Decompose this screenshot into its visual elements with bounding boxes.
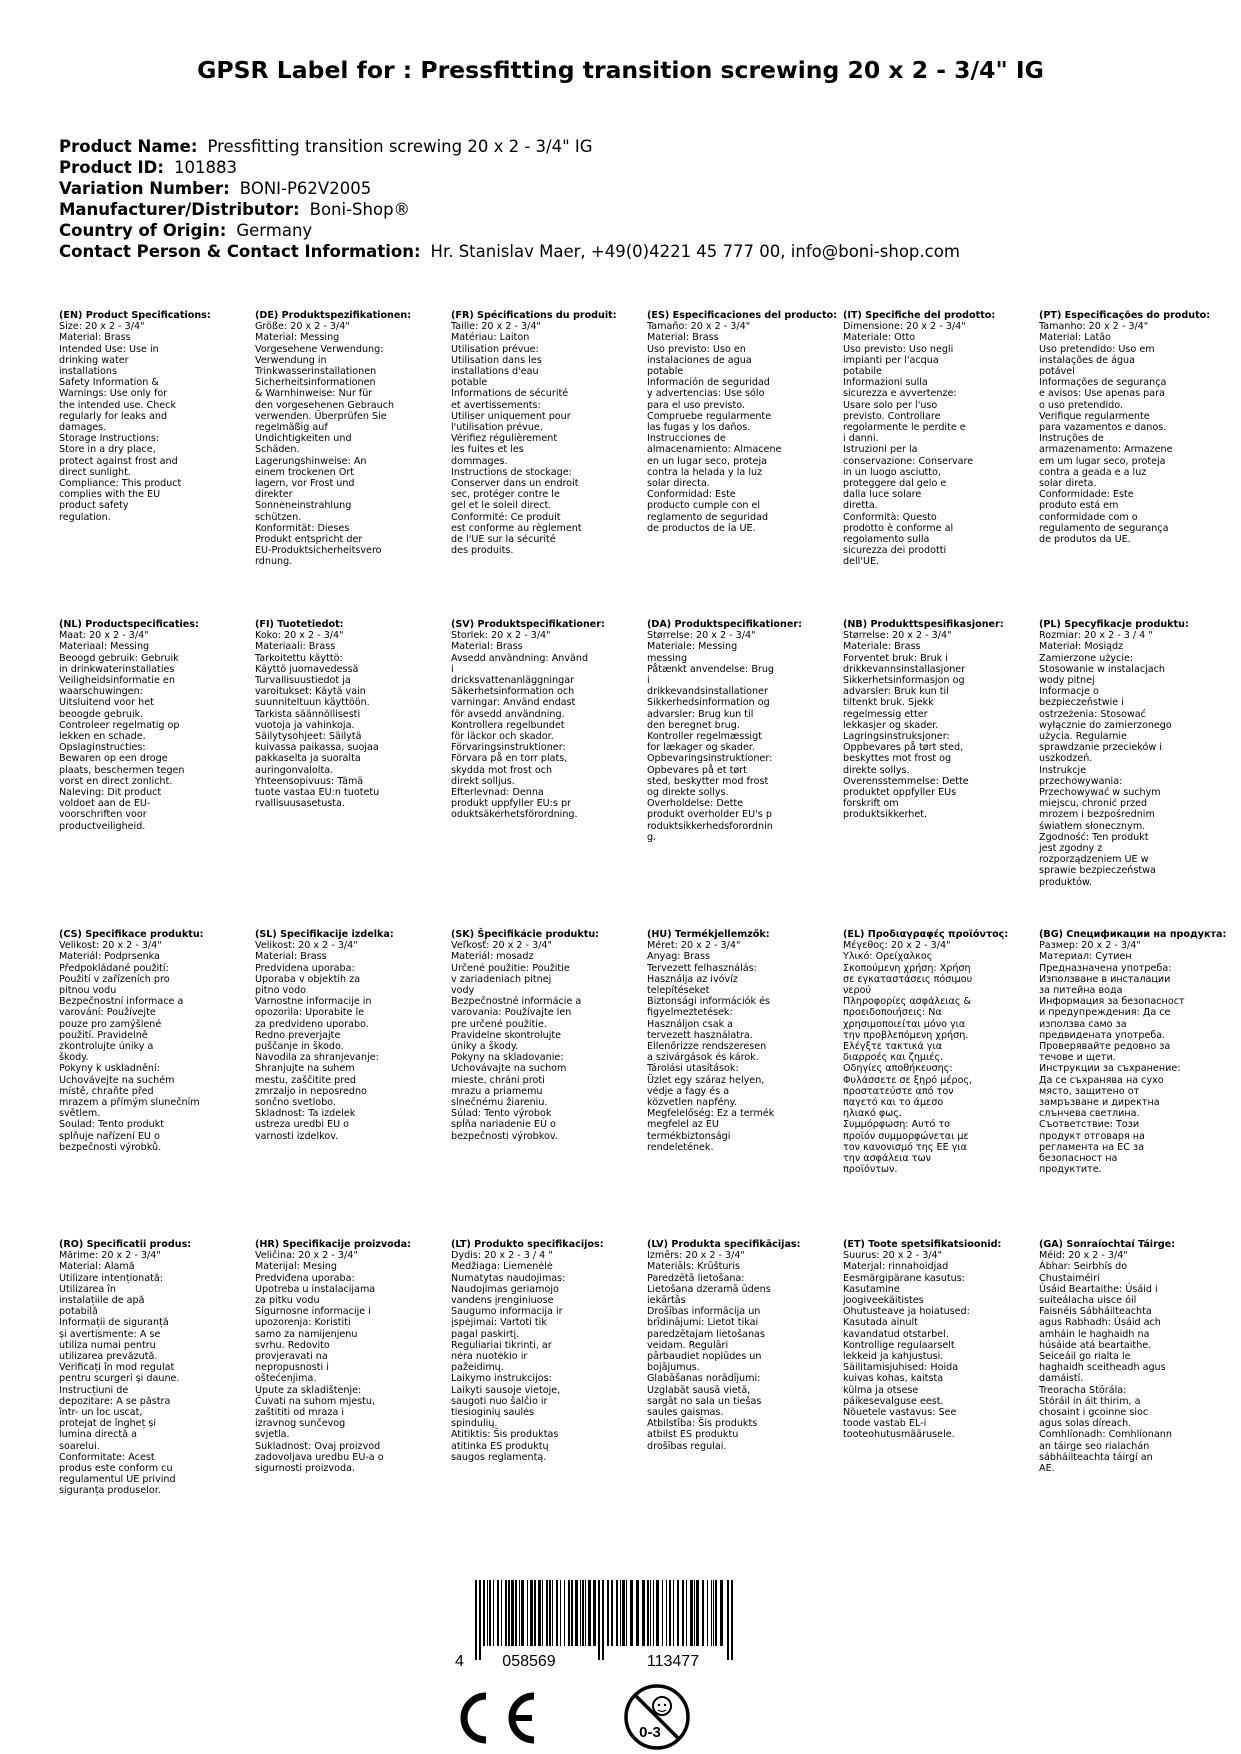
spec-block-cs (59, 929, 249, 1153)
barcode-left-group: 058569 (502, 1653, 556, 1670)
manufacturer-label: Manufacturer/Distributor: (59, 200, 300, 219)
spec-text: Méid: 20 x 2 - 3/4" Ábhar: Seirbhís do Chustaiméirí Úsáid Beartaithe: Úsáid i suiteálacha uisce óil Faisnéis Sábháilteachta agus Rabhadh: Úsáid ach amháin le haghaidh na húsáide atá beartaithe. Seiceáil go rialta le haghaidh sceitheadh agus damáistí. Treoracha Stórála: Stóráil in áit thirim, a chosaint i gcoinne sioc agus solas díreach. Comhlíonadh: Comhlíonann an táirge seo rialachán sábháilteachta táirgí an AE. (1039, 1250, 1172, 1475)
barcode-bar (538, 1580, 541, 1646)
spec-heading: (CS) Specifikace produktu: (59, 929, 204, 940)
product-info (59, 136, 960, 262)
spec-block-el (843, 929, 1033, 1175)
page-title: GPSR Label for : Pressfitting transition screwing 20 x 2 - 3/4" IG (197, 56, 1044, 84)
barcode-bar (505, 1580, 507, 1646)
barcode-bar (677, 1580, 679, 1646)
spec-block-sl (255, 929, 445, 1142)
spec-heading: (SV) Produktspecifikationer: (451, 619, 605, 630)
barcode-bar (720, 1580, 723, 1646)
barcode-bar (702, 1580, 704, 1646)
spec-block-pt (1039, 310, 1229, 545)
spec-heading: (FI) Tuotetiedot: (255, 619, 344, 630)
barcode-bar (673, 1580, 674, 1646)
spec-text: Rozmiar: 20 x 2 - 3 / 4 " Materiał: Mosiądz Zamierzone użycie: Stosowanie w instalacjach wody pitnej Informacje o bezpieczeństwie i ostrzeżenia: Stosować wyłącznie do zamierzonego użycia. Regularnie sprawdzanie przecieków i uszkodzeń. Instrukcje przechowywania: Przechowywać w suchym miejscu, chronić przed mrozem i bezpośrednim światłem słonecznym. Zgodność: Ten produkt jest zgodny z rozporządzeniem UE w sprawie bezpieczeństwa produktów. (1039, 630, 1172, 888)
barcode-bar (727, 1580, 729, 1660)
spec-text: Storlek: 20 x 2 - 3/4" Material: Brass Avsedd användning: Använd i dricksvattenanläggningar Säkerhetsinformation och varningar: Använd endast för avsedd användning. Kontrollera regelbundet för läckor och skador. Förvaringsinstruktioner: Förvara på en torr plats, skydda mot frost och direkt solljus. Efterlevnad: Denna produkt uppfyller EU:s pr oduktsäkerhetsförordning. (451, 630, 589, 821)
barcode-bar (707, 1580, 708, 1646)
spec-text: Izmērs: 20 x 2 - 3/4" Materiāls: Krūšturis Paredzētā lietošana: Lietošana dzeramā ūdens iekārtās Drošības informācija un brīdinājumi: Lietot tikai paredzētajam lietošanas veidam. Regulāri pārbaudiet noplūdes un bojājumus. Glabāšanas norādījumi: Uzglabāt sausā vietā, sargāt no sala un tiešas saules gaismas. Atbilstība: Šis produkts atbilst ES produktu drošības regulai. (647, 1250, 771, 1452)
product-name-value: Pressfitting transition screwing 20 x 2 - 3/4" IG (207, 137, 593, 156)
spec-text: Tamanho: 20 x 2 - 3/4" Material: Latão Uso pretendido: Uso em instalações de água potável Informações de segurança e avisos: Use apenas para o uso pretendido. Verifique regularmente para vazamentos e danos. Instruções de armazenamento: Armazene em um lugar seco, proteja contra a geada e a luz solar direta. Conformidade: Este produto está em conformidade com o regulamento de segurança de produtos da UE. (1039, 321, 1173, 546)
barcode-first-digit: 4 (455, 1653, 464, 1670)
spec-block-en (59, 310, 249, 523)
product-name-row (59, 136, 960, 157)
barcode-bar (647, 1580, 649, 1646)
barcode-bar (713, 1580, 714, 1646)
barcode-bar (575, 1580, 578, 1646)
spec-heading: (DE) Produktspezifikationen: (255, 310, 412, 321)
spec-text: Размер: 20 x 2 - 3/4" Материал: Сутиен Предназначена употреба: Използване в инсталации за питейна вода Информация за безопасност и предупреждения: Да се използва само за предвидената употреба. Проверявайте редовно за течове и щети. Инструкции за съхранение: Да се съхранява на сухо място, защитено от замръзване и директна слънчева светлина. Съответствие: Този продукт отговаря на регламента на ЕС за безопасност на продуктите. (1039, 940, 1185, 1176)
spec-text: Mărime: 20 x 2 - 3/4" Material: Alamă Utilizare intenționată: Utilizarea în instalațiile de apă potabilă Informații de siguranță și avertismente: A se utiliza numai pentru utilizarea prevăzută. Verificați în mod regulat pentru scurgeri și daune. Instrucțiuni de depozitare: A se păstra într- un loc uscat, protejat de îngheț și lumina directă a soarelui. Conformitate: Acest produs este conform cu regulamentul UE privind siguranța produselor. (59, 1250, 180, 1497)
barcode-bar (593, 1580, 596, 1646)
age-warning-0-3-icon (622, 1682, 692, 1752)
spec-heading: (PL) Specyfikacje produktu: (1039, 619, 1189, 630)
contact-row (59, 241, 960, 262)
spec-block-ro (59, 1239, 249, 1497)
barcode-bar (611, 1580, 613, 1646)
product-name-label: Product Name: (59, 137, 198, 156)
barcode-bar (669, 1580, 671, 1646)
variation-number-row (59, 178, 960, 199)
spec-block-fr (451, 310, 641, 556)
spec-text: Maat: 20 x 2 - 3/4" Materiaal: Messing Beoogd gebruik: Gebruik in drinkwaterinstallaties Veiligheidsinformatie en waarschuwingen: Uitsluitend voor het beoogde gebruik. Controleer regelmatig op lekken en schade. Opslaginstructies: Bewaren op een droge plaats, beschermen tegen vorst en direct zonlicht. Naleving: Dit product voldoet aan de EU- voorschriften voor productveiligheid. (59, 630, 185, 832)
barcode-bar (731, 1580, 733, 1660)
spec-block-da (647, 619, 837, 843)
barcode-bar (497, 1580, 499, 1646)
barcode-bar (527, 1580, 528, 1646)
spec-heading: (NL) Productspecificaties: (59, 619, 199, 630)
spec-block-lv (647, 1239, 837, 1452)
spec-block-pl (1039, 619, 1229, 888)
spec-heading: (HU) Termékjellemzők: (647, 929, 770, 940)
barcode-bar (588, 1580, 591, 1646)
barcode-bar (483, 1580, 485, 1646)
barcode-bar (585, 1580, 586, 1646)
barcode-bar (560, 1580, 561, 1646)
barcode-bar (580, 1580, 581, 1646)
spec-heading: (DA) Produktspecifikationer: (647, 619, 802, 630)
spec-heading: (EL) Προδιαγραφές προϊόντος: (843, 929, 1009, 940)
spec-heading: (NB) Produkttspesifikasjoner: (843, 619, 1004, 630)
barcode-bar (653, 1580, 654, 1646)
country-row (59, 220, 960, 241)
spec-text: Dydis: 20 x 2 - 3 / 4 " Medžiaga: Liemenėlė Numatytas naudojimas: Naudojimas geriamojo vandens įrenginiuose Saugumo informacija ir įspėjimai: Vartoti tik pagal paskirtį. Reguliariai tikrinti, ar nėra nuotėkio ir pažeidimų. Laikymo instrukcijos: Laikyti sausoje vietoje, saugoti nuo šalčio ir tiesioginių saulės spindulių. Atitiktis: Šis produktas atitinka ES produktų saugos reglamentą. (451, 1250, 566, 1463)
spec-heading: (LT) Produkto specifikacijos: (451, 1239, 604, 1250)
barcode-right-group: 113477 (646, 1653, 700, 1670)
spec-heading: (IT) Specifiche del prodotto: (843, 310, 996, 321)
spec-text: Dimensione: 20 x 2 - 3/4" Materiale: Otto Uso previsto: Uso negli impianti per l'acqua potabile Informazioni sulla sicurezza e avvertenze: Usare solo per l'uso previsto. Controllare regolarmente le perdite e i danni. Istruzioni per la conservazione: Conservare in un luogo asciutto, proteggere dal gelo e dalla luce solare diretta. Conformità: Questo prodotto è conforme al regolamento sulla sicurezza dei prodotti dell'UE. (843, 321, 974, 568)
spec-text: Méret: 20 x 2 - 3/4" Anyag: Brass Tervezett felhasználás: Használja az ivóvíz telepítéseket Biztonsági információk és figyelmeztetések: Használjon csak a tervezett használatra. Ellenőrizze rendszeresen a szivárgások és károk. Tárolási utasítások: Üzlet egy száraz helyen, védje a fagy és a közvetlen napfény. Megfelelőség: Ez a termék megfelel az EU termékbiztonsági rendeletének. (647, 940, 775, 1153)
barcode-bar (620, 1580, 621, 1646)
spec-block-es (647, 310, 837, 534)
spec-heading: (SK) Špecifikácie produktu: (451, 929, 600, 940)
barcode-bar (690, 1580, 693, 1646)
barcode-bar (546, 1580, 548, 1646)
barcode-bar (556, 1580, 558, 1646)
spec-text: Koko: 20 x 2 - 3/4" Materiaali: Brass Tarkoitettu käyttö: Käyttö juomavedessä Turvallisuustiedot ja varoitukset: Käytä vain suunniteltuun käyttöön. Tarkista säännöllisesti vuotoja ja vahinkoja. Säilytysohjeet: Säilytä kuivassa paikassa, suojaa pakkaselta ja suoralta auringonvalolta. Yhteensopivuus: Tämä tuote vastaa EU:n tuotetu rvallisuusasetusta. (255, 630, 380, 810)
barcode-bar (622, 1580, 625, 1646)
spec-text: Tamaño: 20 x 2 - 3/4" Material: Brass Uso previsto: Uso en instalaciones de agua potable Información de seguridad y advertencias: Use sólo para el uso previsto. Compruebe regularmente las fugas y los daños. Instrucciones de almacenamiento: Almacene en un lugar seco, proteja contra la helada y la luz solar directa. Conformidad: Este producto cumple con el reglamento de seguridad de productos de la UE. (647, 321, 782, 534)
spec-heading: (BG) Спецификации на продукта: (1039, 929, 1227, 940)
product-id-row (59, 157, 960, 178)
spec-heading: (PT) Especificações do produto: (1039, 310, 1211, 321)
spec-text: Veľkosť: 20 x 2 - 3/4" Materiál: mosadz Určené použitie: Použitie v zariadeniach pitnej vody Bezpečnostné informácie a varovania: Používajte len pre určené použitie. Pravidelne skontrolujte úniky a škody. Pokyny na skladovanie: Uchovávajte na suchom mieste, chráni proti mrazu a priamemu slnečnému žiareniu. Súlad: Tento výrobok spĺňa nariadenie EÚ o bezpečnosti výrobkov. (451, 940, 582, 1142)
age-range-label: 0-3 (639, 1724, 661, 1741)
manufacturer-value: Boni-Shop® (309, 200, 411, 219)
spec-text: Velikost: 20 x 2 - 3/4" Material: Brass Predvidena uporaba: Uporaba v objektih za pitno vodo Varnostne informacije in opozorila: Uporabite le za predvideno uporabo. Redno preverjajte puščanje in škodo. Navodila za shranjevanje: Shranjujte na suhem mestu, zaščitite pred zmrzaljo in neposredno sončno svetlobo. Skladnost: Ta izdelek ustreza uredbi EU o varnosti izdelkov. (255, 940, 379, 1142)
spec-block-fi (255, 619, 445, 809)
barcode-bar (662, 1580, 663, 1646)
barcode-bar (493, 1580, 494, 1646)
barcode-bar (508, 1580, 510, 1646)
variation-number-value: BONI-P62V2005 (239, 179, 372, 198)
spec-text: Veličina: 20 x 2 - 3/4" Materijal: Mesing Predviđena uporaba: Upotreba u instalacijama za pitku vodu Sigurnosne informacije i upozorenja: Koristiti samo za namijenjenu svrhu. Redovito provjeravati na nepropusnosti i oštećenjima. Upute za skladištenje: Čuvati na suhom mjestu, zaštititi od mraza i izravnog sunčevog svjetla. Sukladnost: Ovaj proizvod zadovoljava uredbu EU-a o sigurnosti proizvoda. (255, 1250, 384, 1475)
barcode-bar (616, 1580, 618, 1646)
barcode-bar (521, 1580, 524, 1646)
spec-heading: (EN) Product Specifications: (59, 310, 211, 321)
contact-label: Contact Person & Contact Information: (59, 242, 421, 261)
barcode-bar (694, 1580, 695, 1646)
product-id-value: 101883 (173, 158, 237, 177)
barcode-bar (511, 1580, 514, 1646)
barcode (455, 1580, 745, 1670)
spec-text: Suurus: 20 x 2 - 3/4" Materjal: rinnahoidjad Eesmärgipärane kasutus: Kasutamine joogiveekäitistes Ohutusteave ja hoiatused: Kasutada ainult kavandatud otstarbel. Kontrollige regulaarselt lekkeid ja kahjustusi. Säilitamisjuhised: Hoida kuivas kohas, kaitsta külma ja otsese päikesevalguse eest. Nõuetele vastavus: See toode vastab EL-i tooteohutusmäärusele. (843, 1250, 970, 1441)
barcode-bar (626, 1580, 627, 1646)
barcode-bar (607, 1580, 609, 1646)
spec-heading: (ES) Especificaciones del producto: (647, 310, 838, 321)
barcode-bar (534, 1580, 536, 1646)
spec-block-it (843, 310, 1033, 568)
country-value: Germany (236, 221, 313, 240)
barcode-bar (487, 1580, 488, 1646)
barcode-bar (475, 1580, 477, 1660)
spec-heading: (HR) Specifikacije proizvoda: (255, 1239, 411, 1250)
spec-heading: (RO) Specificatii produs: (59, 1239, 192, 1250)
barcode-bar (542, 1580, 543, 1646)
spec-text: Size: 20 x 2 - 3/4" Material: Brass Intended Use: Use in drinking water installations Safety Information & Warnings: Use only for the intended use. Check regularly for leaks and damages. Storage Instructions: Store in a dry place, protect against frost and direct sunlight. Compliance: This product complies with the EU product safety regulation. (59, 321, 182, 523)
barcode-bar (666, 1580, 667, 1646)
barcode-bar (515, 1580, 517, 1646)
spec-heading: (LV) Produkta specifikācijas: (647, 1239, 801, 1250)
spec-block-sv (451, 619, 641, 821)
spec-text: Størrelse: 20 x 2 - 3/4" Materiale: Brass Forventet bruk: Bruk i drikkevannsinstallasjoner Sikkerhetsinformasjon og advarsler: Bruk kun til tiltenkt bruk. Sjekk regelmessig etter lekkasjer og skader. Lagringsinstruksjoner: Oppbevares på tørt sted, beskyttes mot frost og direkte sollys. Overensstemmelse: Dette produktet oppfyller EUs forskrift om produktsikkerhet. (843, 630, 969, 821)
spec-block-lt (451, 1239, 641, 1463)
spec-block-de (255, 310, 445, 568)
variation-number-label: Variation Number: (59, 179, 230, 198)
ce-mark-icon (452, 1690, 542, 1746)
barcode-bar (598, 1580, 600, 1660)
barcode-bars (475, 1580, 733, 1660)
barcode-bar (696, 1580, 699, 1646)
spec-text: Μέγεθος: 20 x 2 - 3/4" Υλικό: Ορείχαλκος Σκοπούμενη χρήση: Χρήση σε εγκαταστάσεις πόσιμου νερού Πληροφορίες ασφάλειας & προειδοποιήσεις: Να χρησιμοποιείται μόνο για την προβλεπόμενη χρήση. Ελέγξτε τακτικά για διαρροές και ζημιές. Οδηγίες αποθήκευσης: Φυλάσσετε σε ξηρό μέρος, προστατεύστε από τον παγετό και το άμεσο ηλιακό φως. Συμμόρφωση: Αυτό το προϊόν συμμορφώνεται με τον κανονισμό της ΕΕ για την ασφάλεια των προϊόντων. (843, 940, 973, 1176)
barcode-bar (501, 1580, 502, 1646)
barcode-bar (642, 1580, 645, 1646)
spec-heading: (SL) Specifikacije izdelka: (255, 929, 394, 940)
barcode-bar (650, 1580, 651, 1646)
barcode-bar (530, 1580, 533, 1646)
barcode-bar (715, 1580, 717, 1646)
manufacturer-row (59, 199, 960, 220)
spec-block-sk (451, 929, 641, 1142)
spec-text: Velikost: 20 x 2 - 3/4" Materiál: Podprsenka Předpokládané použití: Použití v zařízeních pro pitnou vodu Bezpečnostní informace a varování: Používejte pouze pro zamýšlené použití. Pravidelně zkontrolujte úniky a škody. Pokyny k uskladnění: Uchovávejte na suchém místě, chraňte před mrazem a přímým slunečním světlem. Soulad: Tento produkt splňuje nařízení EU o bezpečnosti výrobků. (59, 940, 200, 1153)
contact-value: Hr. Stanislav Maer, +49(0)4221 45 777 00, info@boni-shop.com (430, 242, 960, 261)
barcode-bar (656, 1580, 659, 1646)
barcode-bar (630, 1580, 633, 1646)
barcode-bar (489, 1580, 491, 1646)
barcode-bar (568, 1580, 570, 1646)
product-id-label: Product ID: (59, 158, 164, 177)
spec-block-hr (255, 1239, 445, 1474)
barcode-bar (519, 1580, 520, 1646)
barcode-bar (582, 1580, 584, 1646)
spec-heading: (ET) Toote spetsifikatsioonid: (843, 1239, 1002, 1250)
barcode-bar (686, 1580, 687, 1646)
barcode-bar (602, 1580, 604, 1660)
spec-block-nl (59, 619, 249, 832)
spec-heading: (GA) Sonraíochtaí Táirge: (1039, 1239, 1176, 1250)
barcode-bar (549, 1580, 551, 1646)
country-label: Country of Origin: (59, 221, 227, 240)
barcode-bar (682, 1580, 684, 1646)
barcode-bar (571, 1580, 573, 1646)
barcode-bar (711, 1580, 712, 1646)
spec-block-bg (1039, 929, 1229, 1175)
spec-text: Größe: 20 x 2 - 3/4" Material: Messing Vorgesehene Verwendung: Verwendung in Trinkwasserinstallationen Sicherheitsinformationen & Warnhinweise: Nur für den vorgesehenen Gebrauch verwenden. Überprüfen Sie regelmäßig auf Undichtigkeiten und Schäden. Lagerungshinweise: An einem trockenen Ort lagern, vor Frost und direkter Sonneneinstrahlung schützen. Konformität: Dieses Produkt entspricht der EU-Produktsicherheitsvero rdnung. (255, 321, 395, 568)
barcode-bar (564, 1580, 565, 1646)
barcode-bar (636, 1580, 639, 1646)
spec-heading: (FR) Spécifications du produit: (451, 310, 617, 321)
barcode-bar (552, 1580, 553, 1646)
spec-text: Taille: 20 x 2 - 3/4" Matériau: Laiton Utilisation prévue: Utilisation dans les installations d'eau potable Informations de sécurité et avertissements: Utiliser uniquement pour l'utilisation prévue. Vérifiez régulièrement les fuites et les dommages. Instructions de stockage: Conserver dans un endroit sec, protéger contre le gel et le soleil direct. Conformité: Ce produit est conforme au règlement de l'UE sur la sécurité des produits. (451, 321, 582, 557)
spec-text: Størrelse: 20 x 2 - 3/4" Materiale: Messing messing Påtænkt anvendelse: Brug i drikkevandsinstallationer Sikkerhedsinformation og advarsler: Brug kun til den beregnet brug. Kontroller regelmæssigt for lækager og skader. Opbevaringsinstruktioner: Opbevares på et tørt sted, beskytter mod frost og direkte sollys. Overholdelse: Dette produkt overholder EU's p roduktsikkerhedsforordnin g. (647, 630, 775, 843)
spec-block-ga (1039, 1239, 1229, 1474)
spec-block-et (843, 1239, 1033, 1441)
spec-block-hu (647, 929, 837, 1153)
spec-block-nb (843, 619, 1033, 821)
barcode-bar (479, 1580, 481, 1660)
